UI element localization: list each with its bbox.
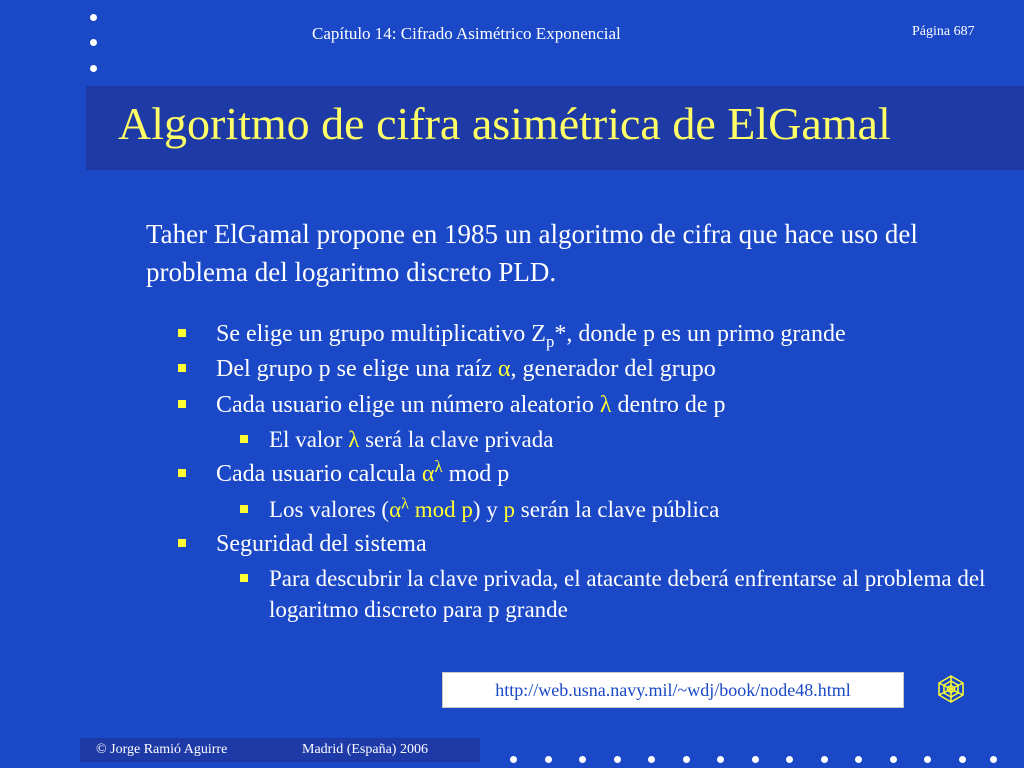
bullet-text: El valor bbox=[269, 427, 349, 453]
bullet-text: α bbox=[389, 496, 402, 522]
bullet-marker-icon bbox=[240, 505, 248, 513]
bullet-text: Del grupo p se elige una raíz bbox=[216, 356, 498, 383]
bullet-text: Seguridad del sistema bbox=[216, 530, 427, 557]
bullet-text: Cada usuario calcula bbox=[216, 461, 422, 488]
bullet-item bbox=[0, 353, 1024, 385]
bullet-text: Los valores ( bbox=[269, 496, 390, 522]
intro-paragraph: Taher ElGamal propone en 1985 un algoritmo de cifra que hace uso del problema del logaritmo discreto PLD. bbox=[146, 219, 918, 287]
bullet-text: Se elige un grupo multiplicativo Z bbox=[216, 321, 546, 347]
decorative-dot bbox=[545, 756, 552, 763]
bullet-text: λ bbox=[348, 427, 360, 453]
decorative-dot bbox=[717, 756, 724, 763]
bullet-text: p bbox=[503, 496, 516, 522]
decorative-dot bbox=[821, 756, 828, 763]
bullet-text: λ bbox=[401, 494, 409, 512]
bullet-text: será la clave privada bbox=[359, 427, 554, 453]
bullet-text: α bbox=[497, 356, 511, 383]
bullet-item bbox=[0, 528, 1024, 560]
page-number: Página 687 bbox=[912, 24, 975, 39]
decorative-dot bbox=[959, 756, 966, 763]
decorative-dot bbox=[579, 756, 586, 763]
sub-bullet-item bbox=[0, 494, 1024, 525]
decorative-dot bbox=[786, 756, 793, 763]
bullet-marker-icon bbox=[240, 574, 248, 582]
reference-link[interactable]: http://web.usna.navy.mil/~wdj/book/node48.html bbox=[442, 672, 904, 708]
decorative-dot bbox=[752, 756, 759, 763]
bullet-text: Para descubrir la clave privada, el atacante deberá enfrentarse al problema del logaritmo discreto para p grande bbox=[269, 566, 986, 623]
bullet-list bbox=[0, 318, 1024, 628]
chapter-heading: Capítulo 14: Cifrado Asimétrico Exponencial bbox=[312, 24, 621, 43]
sub-bullet-item bbox=[0, 424, 1024, 455]
bullet-item bbox=[0, 458, 1024, 490]
bullet-marker-icon bbox=[178, 469, 186, 477]
bullet-text: , generador del grupo bbox=[510, 356, 716, 383]
bullet-marker-icon bbox=[178, 364, 186, 372]
decorative-dot bbox=[90, 39, 97, 46]
bullet-marker-icon bbox=[178, 539, 186, 547]
decorative-dot bbox=[90, 14, 97, 21]
bullet-text: mod p bbox=[442, 461, 510, 488]
bullet-text: Cada usuario elige un número aleatorio bbox=[216, 391, 600, 418]
decorative-dot bbox=[683, 756, 690, 763]
footer-place: Madrid (España) 2006 bbox=[302, 742, 428, 757]
bullet-text: λ bbox=[434, 457, 443, 477]
decorative-dot bbox=[990, 756, 997, 763]
bullet-text: p bbox=[545, 331, 555, 351]
decorative-dot bbox=[510, 756, 517, 763]
spider-web-icon[interactable] bbox=[936, 674, 966, 704]
bullet-text: α bbox=[421, 461, 435, 488]
bullet-text: serán la clave pública bbox=[515, 496, 720, 522]
bullet-marker-icon bbox=[178, 400, 186, 408]
bullet-marker-icon bbox=[240, 435, 248, 443]
bullet-text: ) y bbox=[472, 496, 504, 522]
decorative-dot bbox=[648, 756, 655, 763]
bullet-text: mod p bbox=[408, 496, 473, 522]
decorative-dot bbox=[890, 756, 897, 763]
bullet-text: dentro de p bbox=[611, 391, 726, 418]
bullet-item bbox=[0, 318, 1024, 350]
slide-title: Algoritmo de cifra asimétrica de ElGamal bbox=[118, 98, 891, 149]
bullet-item bbox=[0, 389, 1024, 421]
bullet-text: *, donde p es un primo grande bbox=[554, 321, 846, 347]
decorative-dot bbox=[855, 756, 862, 763]
sub-bullet-item bbox=[0, 563, 1024, 625]
decorative-dot bbox=[614, 756, 621, 763]
footer-copyright: © Jorge Ramió Aguirre bbox=[96, 742, 228, 757]
bullet-text: λ bbox=[599, 391, 612, 418]
decorative-dot bbox=[90, 65, 97, 72]
bullet-marker-icon bbox=[178, 329, 186, 337]
decorative-dot bbox=[924, 756, 931, 763]
